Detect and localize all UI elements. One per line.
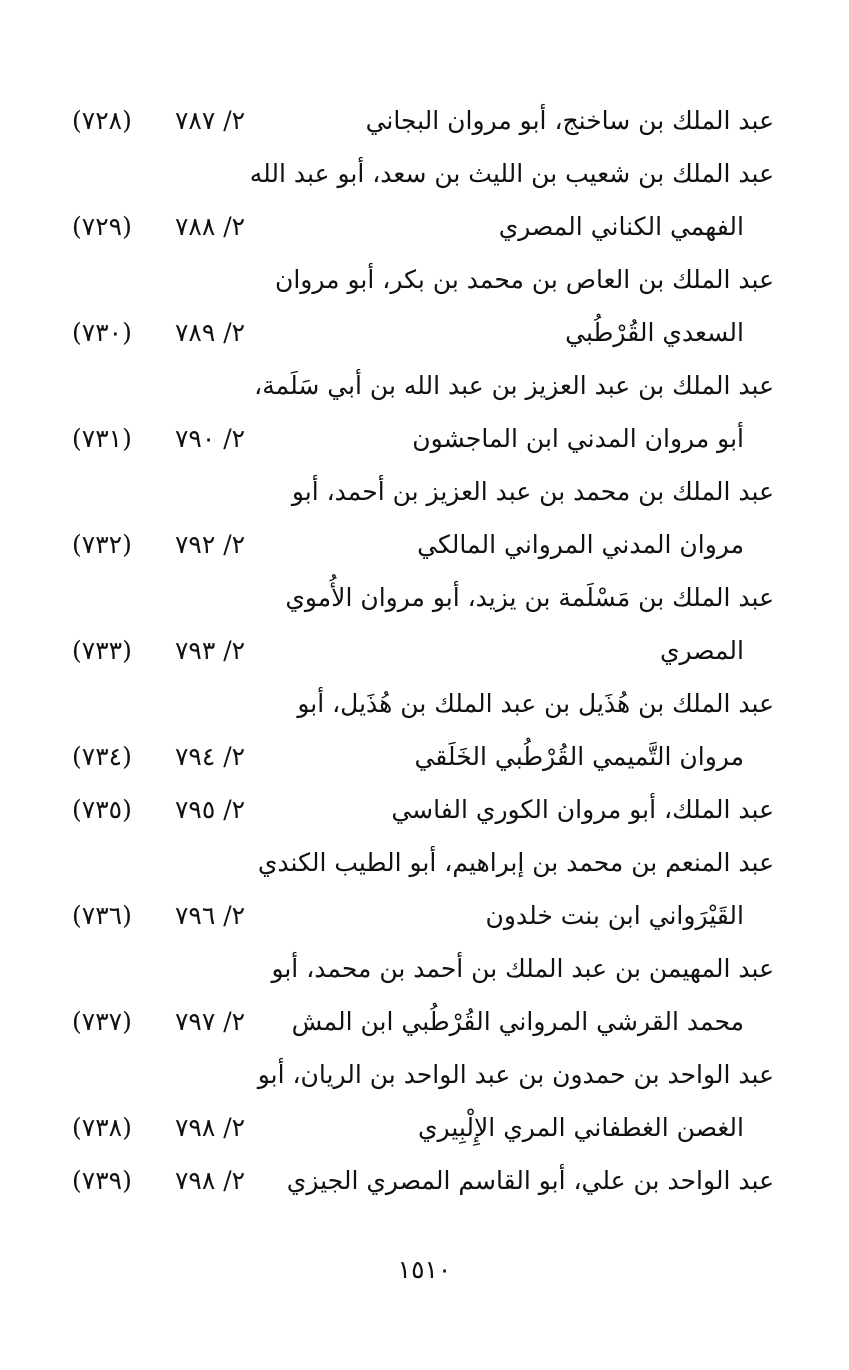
entry-volume-page: ٢/ ٧٩٠ xyxy=(175,424,246,453)
entry-name: عبد الملك بن شعيب بن الليث بن سعد، أبو عبد الله xyxy=(249,159,774,188)
entry-name: عبد الملك بن العاص بن محمد بن بكر، أبو مروان xyxy=(274,265,774,294)
entry-volume-page: ٢/ ٧٩٦ xyxy=(175,901,246,930)
entry-volume-page: ٢/ ٧٨٨ xyxy=(175,212,246,241)
entry-name: عبد المنعم بن محمد بن إبراهيم، أبو الطيب الكندي xyxy=(257,848,774,877)
entry-name: السعدي القُرْطُبي xyxy=(565,318,744,347)
index-entry-row xyxy=(0,466,849,518)
entry-name: المصري xyxy=(659,636,744,665)
index-entry-row xyxy=(0,943,849,995)
entry-number: (٧٣٧) xyxy=(72,1007,132,1036)
entry-number: (٧٣٣) xyxy=(72,636,132,665)
entry-name: عبد الملك بن عبد العزيز بن عبد الله بن أبي سَلَمة، xyxy=(254,371,774,400)
index-entry-row xyxy=(0,890,849,942)
index-entry-row xyxy=(0,95,849,147)
entry-volume-page: ٢/ ٧٩٨ xyxy=(175,1166,246,1195)
entry-number: (٧٢٩) xyxy=(72,212,132,241)
entry-name: عبد الملك، أبو مروان الكوري الفاسي xyxy=(391,795,774,824)
index-entry-row xyxy=(0,996,849,1048)
index-entry-row xyxy=(0,837,849,889)
entry-name: عبد الملك بن محمد بن عبد العزيز بن أحمد، أبو xyxy=(291,477,774,506)
entry-name: عبد الملك بن هُذَيل بن عبد الملك بن هُذَيل، أبو xyxy=(297,689,774,718)
entry-name: عبد الملك بن مَسْلَمة بن يزيد، أبو مروان الأُموي xyxy=(285,583,774,612)
entry-number: (٧٣٩) xyxy=(72,1166,132,1195)
index-entry-row xyxy=(0,1102,849,1154)
entry-volume-page: ٢/ ٧٩٨ xyxy=(175,1113,246,1142)
entry-number: (٧٣٨) xyxy=(72,1113,132,1142)
entry-name: الغصن الغطفاني المري الإِلْبِيري xyxy=(417,1113,744,1142)
index-entry-row xyxy=(0,1155,849,1207)
entry-volume-page: ٢/ ٧٩٥ xyxy=(175,795,246,824)
entry-name: مروان التَّميمي القُرْطُبي الخَلَقي xyxy=(414,742,744,771)
index-entry-row xyxy=(0,784,849,836)
index-entry-row xyxy=(0,1049,849,1101)
entry-number: (٧٣٢) xyxy=(72,530,132,559)
index-entry-row xyxy=(0,413,849,465)
index-entry-row xyxy=(0,360,849,412)
entry-volume-page: ٢/ ٧٩٢ xyxy=(175,530,246,559)
index-entry-row xyxy=(0,731,849,783)
entry-volume-page: ٢/ ٧٩٧ xyxy=(175,1007,246,1036)
entry-number: (٧٣٠) xyxy=(72,318,132,347)
entry-volume-page: ٢/ ٧٩٤ xyxy=(175,742,246,771)
entry-name: عبد الملك بن ساخنج، أبو مروان البجاني xyxy=(365,106,774,135)
entry-volume-page: ٢/ ٧٨٧ xyxy=(175,106,246,135)
page-number: ١٥١٠ xyxy=(397,1255,452,1284)
index-entry-row xyxy=(0,201,849,253)
entry-name: عبد المهيمن بن عبد الملك بن أحمد بن محمد، أبو xyxy=(271,954,774,983)
entry-name: عبد الواحد بن حمدون بن عبد الواحد بن الريان، أبو xyxy=(257,1060,774,1089)
index-entry-row xyxy=(0,519,849,571)
entry-name: محمد القرشي المرواني القُرْطُبي ابن المش xyxy=(291,1007,744,1036)
entry-name: الفهمي الكناني المصري xyxy=(498,212,744,241)
index-entry-row xyxy=(0,148,849,200)
index-entry-row xyxy=(0,625,849,677)
entry-volume-page: ٢/ ٧٩٣ xyxy=(175,636,246,665)
entry-number: (٧٣٥) xyxy=(72,795,132,824)
entry-number: (٧٣٤) xyxy=(72,742,132,771)
entry-volume-page: ٢/ ٧٨٩ xyxy=(175,318,246,347)
index-entry-row xyxy=(0,254,849,306)
entry-number: (٧٢٨) xyxy=(72,106,132,135)
entry-name: أبو مروان المدني ابن الماجشون xyxy=(412,424,744,453)
entry-number: (٧٣١) xyxy=(72,424,132,453)
entry-name: القَيْرَواني ابن بنت خلدون xyxy=(485,901,744,930)
index-entry-row xyxy=(0,307,849,359)
entry-number: (٧٣٦) xyxy=(72,901,132,930)
entry-name: مروان المدني المرواني المالكي xyxy=(417,530,744,559)
index-entry-row xyxy=(0,678,849,730)
index-entry-row xyxy=(0,572,849,624)
entry-name: عبد الواحد بن علي، أبو القاسم المصري الجيزي xyxy=(286,1166,774,1195)
